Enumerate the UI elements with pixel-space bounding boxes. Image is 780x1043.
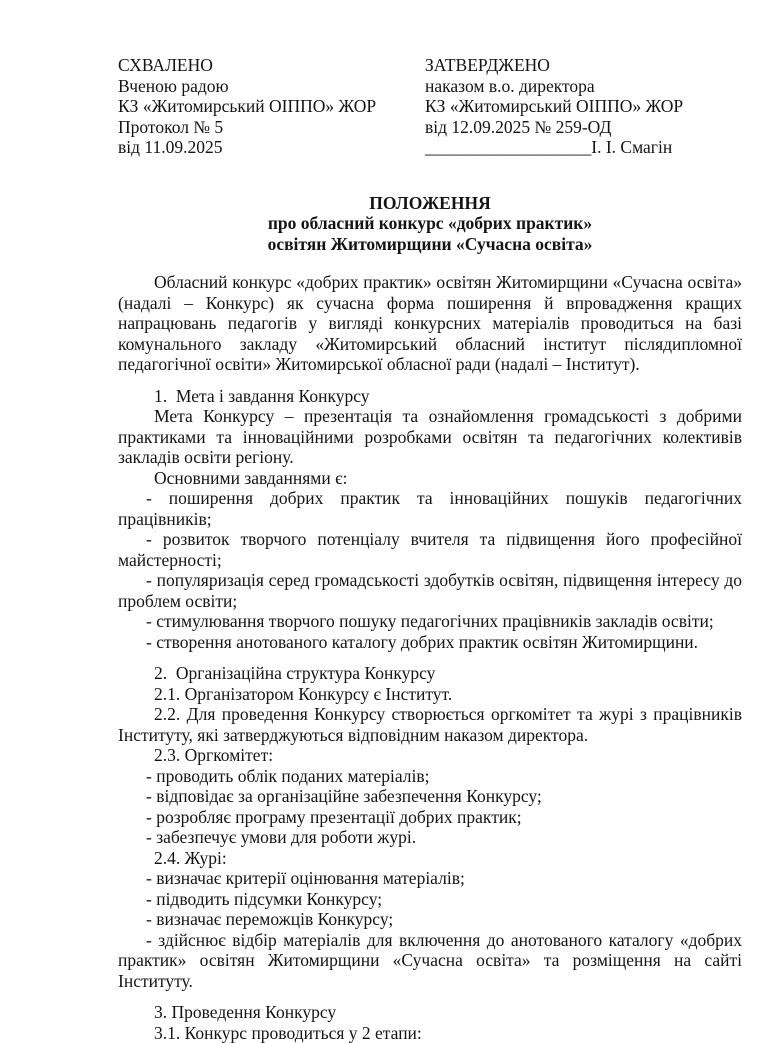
- orgcommittee-item: - розробляє програму презентації добрих практик;: [118, 807, 742, 828]
- section-3-heading: 3. Проведення Конкурсу: [118, 1002, 742, 1023]
- clause-2-4: 2.4. Журі:: [118, 848, 742, 869]
- task-item: - розвиток творчого потенціалу вчителя та підвищення його професійної майстерності;: [118, 529, 742, 570]
- document-title: [118, 193, 742, 255]
- clause-2-1: 2.1. Організатором Конкурсу є Інститут.: [118, 684, 742, 705]
- task-item: - популяризація серед громадськості здобутків освітян, підвищення інтересу до проблем освіти;: [118, 570, 742, 611]
- orgcommittee-item: - відповідає за організаційне забезпечення Конкурсу;: [118, 786, 742, 807]
- approved-by: Вченою радою: [118, 76, 425, 97]
- confirmed-order: від 12.09.2025 № 259-ОД: [425, 117, 742, 138]
- approval-header: [118, 55, 742, 158]
- confirmed-org: КЗ «Житомирський ОІППО» ЖОР: [425, 96, 742, 117]
- title-line-3: освітян Житомирщини «Сучасна освіта»: [118, 234, 742, 255]
- title-line-1: ПОЛОЖЕННЯ: [118, 193, 742, 214]
- approved-date: від 11.09.2025: [118, 137, 425, 158]
- document-body: [118, 272, 742, 1043]
- section-1-goal: Мета Конкурсу – презентація та ознайомлення громадськості з добрими практиками та інноваційними розробками освітян та педагогічних колективів закладів освіти регіону.: [118, 406, 742, 468]
- orgcommittee-item: - забезпечує умови для роботи журі.: [118, 827, 742, 848]
- task-item: - створення анотованого каталогу добрих практик освітян Житомирщини.: [118, 632, 742, 653]
- clause-2-2: 2.2. Для проведення Конкурсу створюється оргкомітет та журі з працівників Інституту, які затверджуються відповідним наказом директора.: [118, 704, 742, 745]
- signature-line: ___________________І. І. Смагін: [425, 137, 742, 158]
- confirmed-block: [425, 55, 742, 158]
- intro-paragraph: Обласний конкурс «добрих практик» освітян Житомирщини «Сучасна освіта» (надалі – Конкурс) як сучасна форма поширення й впровадження кращих напрацювань педагогів у вигляді конкурсних матеріалів проводиться на базі комунального закладу «Житомирський обласний інститут післядипломної педагогічної освіти» Житомирської обласної ради (надалі – Інститут).: [118, 272, 742, 375]
- confirmed-by: наказом в.о. директора: [425, 76, 742, 97]
- jury-item: - визначає переможців Конкурсу;: [118, 909, 742, 930]
- section-1-tasks-intro: Основними завданнями є:: [118, 468, 742, 489]
- orgcommittee-item: - проводить облік поданих матеріалів;: [118, 766, 742, 787]
- approved-protocol: Протокол № 5: [118, 117, 425, 138]
- approved-org: КЗ «Житомирський ОІППО» ЖОР: [118, 96, 425, 117]
- task-item: - поширення добрих практик та інноваційних пошуків педагогічних працівників;: [118, 488, 742, 529]
- section-1-heading: 1. Мета і завдання Конкурсу: [118, 386, 742, 407]
- approved-block: [118, 55, 425, 158]
- jury-item: - визначає критерії оцінювання матеріалів;: [118, 868, 742, 889]
- section-2-heading: 2. Організаційна структура Конкурсу: [118, 663, 742, 684]
- title-line-2: про обласний конкурс «добрих практик»: [118, 213, 742, 234]
- jury-item: - підводить підсумки Конкурсу;: [118, 889, 742, 910]
- clause-2-3: 2.3. Оргкомітет:: [118, 745, 742, 766]
- jury-item: - здійснює відбір матеріалів для включення до анотованого каталогу «добрих практик» освітян Житомирщини «Сучасна освіта» та розміщення на сайті Інституту.: [118, 930, 742, 992]
- confirmed-label: ЗАТВЕРДЖЕНО: [425, 55, 742, 76]
- task-item: - стимулювання творчого пошуку педагогічних працівників закладів освіти;: [118, 611, 742, 632]
- approved-label: СХВАЛЕНО: [118, 55, 425, 76]
- clause-3-1: 3.1. Конкурс проводиться у 2 етапи:: [118, 1023, 742, 1043]
